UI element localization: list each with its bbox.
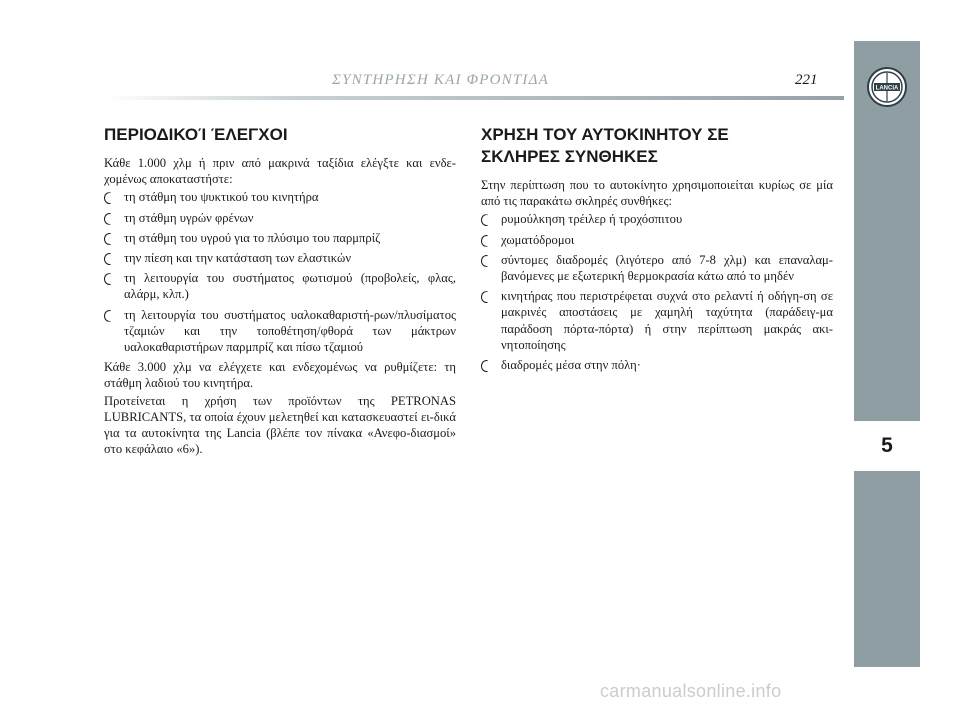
severe-conditions-heading — [481, 124, 833, 168]
sidebar-upper-band — [854, 41, 920, 421]
heading-line-2: ΣΚΛΗΡΕΣ ΣΥΝΘΗΚΕΣ — [481, 147, 658, 166]
periodic-checks-intro: Κάθε 1.000 χλμ ή πριν από μακρινά ταξίδια ελέγξτε και ενδε-χομένως αποκαταστήστε: — [104, 156, 456, 187]
list-item: σύντομες διαδρομές (λιγότερο από 7-8 χλμ) και επαναλαμ-βανόμενες με εξωτερική θερμοκρασία κάτω από το μηδέν — [481, 252, 833, 284]
chapter-number: 5 — [854, 421, 920, 471]
page-number: 221 — [795, 72, 818, 88]
list-item: τη λειτουργία του συστήματος φωτισμού (προβολείς, φλας, αλάρμ, κλπ.) — [104, 270, 456, 302]
lubricants-paragraph: Προτείνεται η χρήση των προϊόντων της PETRONAS LUBRICANTS, τα οποία έχουν μελετηθεί και κατασκευαστεί ει-δικά για τα αυτοκίνητα της Lancia (βλέπε τον πίνακα «Ανεφο-διασμοί» στο κεφάλαιο «6»). — [104, 393, 456, 457]
list-item: τη στάθμη του υγρού για το πλύσιμο του παρμπρίζ — [104, 230, 456, 246]
list-item: διαδρομές μέσα στην πόλη· — [481, 357, 833, 373]
logo-text: LANCIA — [875, 85, 899, 92]
lancia-logo-icon — [867, 67, 907, 107]
severe-conditions-list — [481, 211, 833, 373]
chapter-sidebar — [854, 41, 920, 667]
periodic-checks-list — [104, 189, 456, 355]
list-item: τη στάθμη του ψυκτικού του κινητήρα — [104, 189, 456, 205]
watermark-text: carmanualsonline.info — [600, 681, 782, 701]
header-rule — [104, 96, 844, 100]
list-item: τη λειτουργία του συστήματος υαλοκαθαριστή-ρων/πλυσίματος τζαμιών και την τοποθέτηση/φθορά των μάκτρων υαλοκαθαριστήρων παρμπρίζ και πίσω τζαμιού — [104, 307, 456, 356]
periodic-checks-heading: ΠΕΡΙΟΔΙΚΟΊ ΈΛΕΓΧΟΙ — [104, 125, 288, 144]
oil-check-paragraph: Κάθε 3.000 χλμ να ελέγχετε και ενδεχομένως να ρυθμίζετε: τη στάθμη λαδιού του κινητήρα. — [104, 360, 456, 391]
right-column — [481, 124, 833, 377]
list-item: τη στάθμη υγρών φρένων — [104, 210, 456, 226]
sidebar-lower-band — [854, 471, 920, 667]
heading-line-1: ΧΡΗΣΗ ΤΟΥ ΑΥΤΟΚΙΝΗΤΟΥ ΣΕ — [481, 125, 729, 144]
left-column — [104, 124, 456, 458]
list-item: την πίεση και την κατάσταση των ελαστικών — [104, 250, 456, 266]
running-header-title: ΣΥΝΤΗΡΗΣΗ ΚΑΙ ΦΡΟΝΤΙΔΑ — [332, 72, 549, 88]
list-item: κινητήρας που περιστρέφεται συχνά στο ρελαντί ή οδήγη-ση σε μακρινές αποστάσεις με χαμηλή ταχύτητα (παράδειγ-μα παράδοση πόρτα-πόρτα) ή στην περίπτωση μακράς ακι-νητοποίησης — [481, 288, 833, 353]
list-item: χωματόδρομοι — [481, 232, 833, 248]
severe-conditions-intro: Στην περίπτωση που το αυτοκίνητο χρησιμοποιείται κυρίως σε μία από τις παρακάτω σκληρές συνθήκες: — [481, 178, 833, 209]
list-item: ρυμούλκηση τρέιλερ ή τροχόσπιτου — [481, 211, 833, 227]
